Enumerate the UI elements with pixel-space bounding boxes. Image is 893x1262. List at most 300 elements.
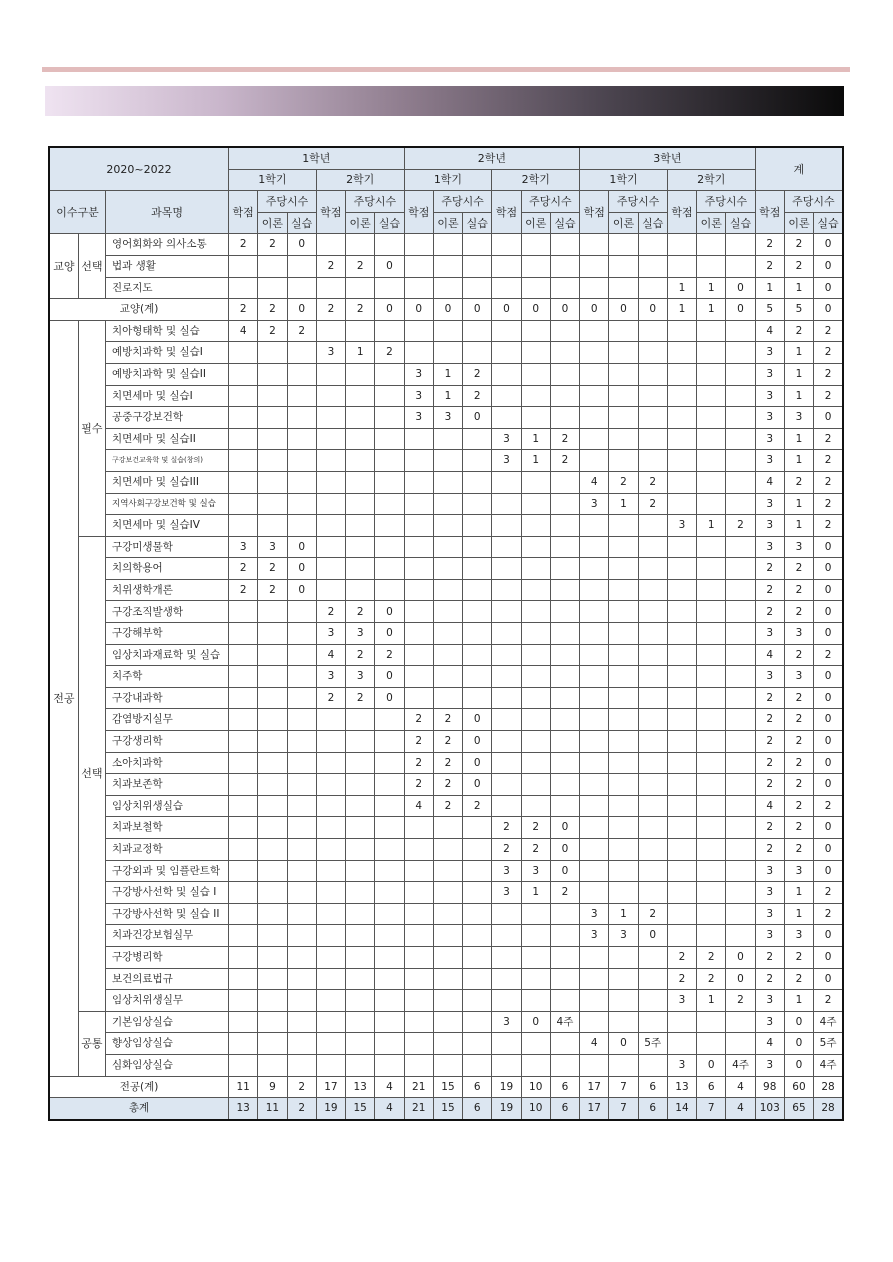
value-cell: 2	[229, 234, 258, 256]
value-cell	[580, 407, 609, 429]
value-cell	[258, 1054, 287, 1076]
value-cell	[258, 990, 287, 1012]
theory-header: 이론	[258, 212, 287, 234]
value-cell	[229, 407, 258, 429]
value-cell	[697, 342, 726, 364]
value-cell	[433, 1033, 462, 1055]
value-cell: 0	[814, 839, 843, 861]
value-cell: 2	[784, 795, 813, 817]
value-cell: 2	[755, 255, 784, 277]
value-cell	[550, 342, 579, 364]
value-cell	[492, 946, 521, 968]
value-cell	[287, 601, 316, 623]
value-cell	[229, 709, 258, 731]
value-cell: 3	[667, 515, 696, 537]
value-cell	[404, 601, 433, 623]
value-cell: 0	[375, 299, 404, 321]
value-cell: 3	[316, 666, 345, 688]
credit-header: 학점	[316, 191, 345, 234]
value-cell	[463, 601, 492, 623]
value-cell	[463, 860, 492, 882]
theory-header: 이론	[697, 212, 726, 234]
value-cell	[667, 428, 696, 450]
value-cell	[492, 731, 521, 753]
value-cell: 2	[755, 817, 784, 839]
table-row	[49, 234, 843, 256]
value-cell	[229, 342, 258, 364]
value-cell	[726, 752, 755, 774]
value-cell: 3	[784, 666, 813, 688]
value-cell	[580, 579, 609, 601]
value-cell	[287, 428, 316, 450]
value-cell	[463, 666, 492, 688]
practice-header: 실습	[287, 212, 316, 234]
value-cell	[258, 795, 287, 817]
value-cell	[609, 860, 638, 882]
value-cell	[229, 363, 258, 385]
value-cell: 10	[521, 1098, 550, 1120]
value-cell: 5	[784, 299, 813, 321]
value-cell	[609, 968, 638, 990]
value-cell: 2	[755, 968, 784, 990]
value-cell: 2	[755, 234, 784, 256]
value-cell: 2	[463, 385, 492, 407]
value-cell	[346, 946, 375, 968]
value-cell	[609, 817, 638, 839]
table-row	[49, 579, 843, 601]
value-cell	[258, 450, 287, 472]
value-cell	[287, 450, 316, 472]
value-cell	[638, 687, 667, 709]
value-cell	[726, 320, 755, 342]
value-cell: 3	[755, 925, 784, 947]
table-row	[49, 644, 843, 666]
subject-name: 치과보철학	[105, 817, 228, 839]
value-cell	[609, 709, 638, 731]
value-cell: 2	[667, 946, 696, 968]
table-row	[49, 817, 843, 839]
value-cell: 2	[814, 882, 843, 904]
value-cell	[433, 515, 462, 537]
value-cell: 2	[609, 471, 638, 493]
value-cell	[404, 644, 433, 666]
value-cell	[287, 623, 316, 645]
value-cell: 2	[784, 839, 813, 861]
value-cell	[346, 320, 375, 342]
value-cell: 0	[814, 536, 843, 558]
value-cell	[287, 363, 316, 385]
subject-name: 구강해부학	[105, 623, 228, 645]
value-cell	[258, 774, 287, 796]
value-cell	[316, 428, 345, 450]
value-cell	[463, 946, 492, 968]
value-cell: 2	[755, 558, 784, 580]
value-cell	[667, 450, 696, 472]
value-cell	[258, 623, 287, 645]
value-cell	[638, 234, 667, 256]
value-cell	[726, 623, 755, 645]
value-cell	[433, 817, 462, 839]
value-cell	[287, 1011, 316, 1033]
table-row	[49, 407, 843, 429]
value-cell	[229, 795, 258, 817]
value-cell	[697, 774, 726, 796]
table-row	[49, 493, 843, 515]
value-cell	[697, 320, 726, 342]
practice-header: 실습	[638, 212, 667, 234]
value-cell	[433, 860, 462, 882]
value-cell: 1	[609, 493, 638, 515]
subject-name: 공중구강보건학	[105, 407, 228, 429]
value-cell: 15	[346, 1098, 375, 1120]
value-cell	[433, 558, 462, 580]
value-cell	[287, 687, 316, 709]
value-cell	[697, 1011, 726, 1033]
value-cell	[346, 234, 375, 256]
value-cell: 2	[814, 450, 843, 472]
value-cell	[726, 709, 755, 731]
value-cell	[609, 946, 638, 968]
value-cell: 1	[667, 277, 696, 299]
subject-name: 향상임상실습	[105, 1033, 228, 1055]
value-cell	[638, 644, 667, 666]
semester-header: 1학기	[580, 169, 668, 191]
value-cell: 2	[667, 968, 696, 990]
table-row	[49, 277, 843, 299]
value-cell: 2	[375, 644, 404, 666]
subject-name: 임상치위생실무	[105, 990, 228, 1012]
semester-header: 1학기	[404, 169, 492, 191]
table-row	[49, 363, 843, 385]
value-cell: 1	[433, 363, 462, 385]
value-cell	[433, 623, 462, 645]
value-cell	[667, 731, 696, 753]
value-cell: 2	[814, 385, 843, 407]
value-cell: 2	[550, 882, 579, 904]
subject-name: 진로지도	[105, 277, 228, 299]
value-cell	[287, 407, 316, 429]
value-cell: 2	[433, 752, 462, 774]
value-cell	[667, 860, 696, 882]
value-cell: 3	[755, 882, 784, 904]
value-cell	[375, 579, 404, 601]
value-cell: 65	[784, 1098, 813, 1120]
value-cell: 103	[755, 1098, 784, 1120]
value-cell: 0	[814, 601, 843, 623]
value-cell: 6	[550, 1076, 579, 1098]
category-general: 교양	[49, 234, 78, 299]
value-cell	[638, 450, 667, 472]
value-cell: 3	[492, 450, 521, 472]
value-cell: 0	[287, 558, 316, 580]
table-row	[49, 752, 843, 774]
value-cell	[580, 882, 609, 904]
value-cell	[375, 320, 404, 342]
value-cell: 5주	[638, 1033, 667, 1055]
value-cell	[258, 752, 287, 774]
value-cell: 2	[814, 320, 843, 342]
value-cell: 2	[784, 234, 813, 256]
value-cell: 1	[784, 277, 813, 299]
value-cell	[492, 709, 521, 731]
value-cell: 2	[697, 946, 726, 968]
value-cell: 7	[609, 1098, 638, 1120]
total-header: 계	[755, 147, 843, 191]
value-cell: 1	[609, 903, 638, 925]
value-cell: 0	[726, 946, 755, 968]
value-cell	[697, 687, 726, 709]
value-cell: 0	[814, 299, 843, 321]
value-cell: 0	[697, 1054, 726, 1076]
value-cell	[521, 731, 550, 753]
value-cell: 2	[287, 320, 316, 342]
value-cell	[433, 428, 462, 450]
value-cell	[492, 536, 521, 558]
weekly-hours-header: 주당시수	[784, 191, 843, 213]
value-cell	[609, 558, 638, 580]
value-cell	[697, 471, 726, 493]
value-cell: 2	[638, 471, 667, 493]
value-cell	[258, 968, 287, 990]
value-cell: 2	[697, 968, 726, 990]
value-cell	[667, 320, 696, 342]
value-cell: 0	[814, 946, 843, 968]
value-cell: 1	[755, 277, 784, 299]
value-cell	[316, 558, 345, 580]
value-cell	[638, 1011, 667, 1033]
value-cell: 19	[492, 1076, 521, 1098]
value-cell	[404, 925, 433, 947]
table-row	[49, 709, 843, 731]
value-cell	[433, 687, 462, 709]
value-cell	[287, 493, 316, 515]
value-cell: 0	[375, 601, 404, 623]
value-cell	[258, 687, 287, 709]
value-cell: 2	[404, 709, 433, 731]
value-cell	[521, 558, 550, 580]
value-cell: 2	[258, 320, 287, 342]
value-cell: 3	[667, 1054, 696, 1076]
value-cell	[726, 558, 755, 580]
value-cell: 1	[667, 299, 696, 321]
value-cell	[550, 536, 579, 558]
value-cell	[229, 493, 258, 515]
value-cell: 0	[814, 407, 843, 429]
value-cell	[667, 817, 696, 839]
value-cell	[609, 320, 638, 342]
value-cell: 7	[609, 1076, 638, 1098]
value-cell: 0	[814, 666, 843, 688]
value-cell	[404, 255, 433, 277]
value-cell: 3	[580, 493, 609, 515]
value-cell: 1	[697, 277, 726, 299]
curriculum-table-wrap	[48, 146, 844, 1121]
value-cell	[521, 407, 550, 429]
value-cell	[316, 882, 345, 904]
value-cell: 2	[784, 946, 813, 968]
curriculum-table	[48, 146, 844, 1121]
value-cell: 4	[755, 644, 784, 666]
value-cell	[463, 579, 492, 601]
value-cell: 2	[755, 709, 784, 731]
value-cell	[609, 363, 638, 385]
value-cell: 2	[463, 795, 492, 817]
value-cell	[492, 1033, 521, 1055]
value-cell: 3	[580, 903, 609, 925]
value-cell	[697, 795, 726, 817]
value-cell	[580, 817, 609, 839]
value-cell	[697, 234, 726, 256]
value-cell: 3	[755, 407, 784, 429]
value-cell	[580, 666, 609, 688]
value-cell	[580, 839, 609, 861]
value-cell	[287, 968, 316, 990]
value-cell	[726, 903, 755, 925]
value-cell	[521, 687, 550, 709]
value-cell	[375, 407, 404, 429]
value-cell: 1	[697, 299, 726, 321]
value-cell: 3	[784, 623, 813, 645]
table-row	[49, 1098, 843, 1120]
value-cell	[492, 234, 521, 256]
value-cell: 0	[726, 299, 755, 321]
value-cell: 3	[755, 363, 784, 385]
value-cell	[346, 536, 375, 558]
weekly-hours-header: 주당시수	[433, 191, 492, 213]
value-cell: 3	[755, 903, 784, 925]
value-cell	[404, 666, 433, 688]
value-cell	[726, 1011, 755, 1033]
value-cell	[316, 925, 345, 947]
value-cell	[726, 860, 755, 882]
value-cell: 0	[287, 579, 316, 601]
value-cell	[726, 817, 755, 839]
value-cell: 15	[433, 1076, 462, 1098]
value-cell	[287, 925, 316, 947]
value-cell: 1	[784, 990, 813, 1012]
value-cell	[580, 342, 609, 364]
value-cell	[521, 493, 550, 515]
value-cell	[404, 450, 433, 472]
value-cell: 2	[404, 752, 433, 774]
value-cell: 4	[580, 1033, 609, 1055]
value-cell	[697, 882, 726, 904]
value-cell	[521, 946, 550, 968]
value-cell	[433, 990, 462, 1012]
value-cell	[667, 774, 696, 796]
value-cell: 3	[755, 860, 784, 882]
value-cell	[609, 255, 638, 277]
value-cell	[346, 709, 375, 731]
value-cell	[521, 363, 550, 385]
value-cell: 3	[404, 363, 433, 385]
value-cell	[346, 817, 375, 839]
value-cell	[316, 817, 345, 839]
value-cell	[609, 234, 638, 256]
value-cell: 2	[784, 320, 813, 342]
value-cell	[229, 277, 258, 299]
value-cell	[609, 666, 638, 688]
value-cell	[667, 558, 696, 580]
subject-column-header: 과목명	[105, 191, 228, 234]
value-cell	[697, 558, 726, 580]
value-cell: 3	[755, 515, 784, 537]
value-cell: 2	[346, 255, 375, 277]
value-cell	[580, 558, 609, 580]
value-cell: 0	[638, 925, 667, 947]
value-cell	[492, 515, 521, 537]
value-cell	[697, 385, 726, 407]
value-cell	[404, 839, 433, 861]
table-row	[49, 601, 843, 623]
subcategory-elective: 선택	[78, 536, 105, 1011]
value-cell: 2	[258, 558, 287, 580]
value-cell: 0	[375, 666, 404, 688]
table-row	[49, 1054, 843, 1076]
value-cell	[638, 752, 667, 774]
value-cell	[433, 666, 462, 688]
value-cell: 1	[784, 515, 813, 537]
value-cell	[638, 1054, 667, 1076]
value-cell	[521, 234, 550, 256]
year-3-header: 3학년	[580, 147, 756, 169]
value-cell: 2	[229, 579, 258, 601]
value-cell	[638, 731, 667, 753]
value-cell	[638, 342, 667, 364]
value-cell: 2	[258, 299, 287, 321]
value-cell	[316, 752, 345, 774]
value-cell	[697, 709, 726, 731]
value-cell	[316, 407, 345, 429]
value-cell	[316, 385, 345, 407]
value-cell: 4	[375, 1076, 404, 1098]
value-cell	[492, 471, 521, 493]
value-cell	[258, 342, 287, 364]
value-cell	[580, 968, 609, 990]
value-cell: 2	[258, 234, 287, 256]
value-cell: 0	[726, 968, 755, 990]
value-cell	[638, 277, 667, 299]
value-cell	[726, 385, 755, 407]
value-cell	[404, 946, 433, 968]
value-cell	[726, 774, 755, 796]
value-cell	[726, 1033, 755, 1055]
value-cell: 3	[609, 925, 638, 947]
value-cell: 2	[463, 363, 492, 385]
value-cell	[433, 644, 462, 666]
table-row	[49, 925, 843, 947]
value-cell	[492, 277, 521, 299]
value-cell	[258, 471, 287, 493]
value-cell	[697, 579, 726, 601]
value-cell	[287, 471, 316, 493]
value-cell: 0	[463, 299, 492, 321]
value-cell	[492, 774, 521, 796]
value-cell	[433, 234, 462, 256]
value-cell	[550, 579, 579, 601]
table-row	[49, 882, 843, 904]
practice-header: 실습	[463, 212, 492, 234]
value-cell: 4	[375, 1098, 404, 1120]
value-cell	[580, 1054, 609, 1076]
value-cell	[229, 990, 258, 1012]
value-cell: 0	[287, 536, 316, 558]
subcategory-elective: 선택	[78, 234, 105, 299]
value-cell	[287, 644, 316, 666]
value-cell	[550, 407, 579, 429]
value-cell: 2	[638, 493, 667, 515]
value-cell	[229, 925, 258, 947]
